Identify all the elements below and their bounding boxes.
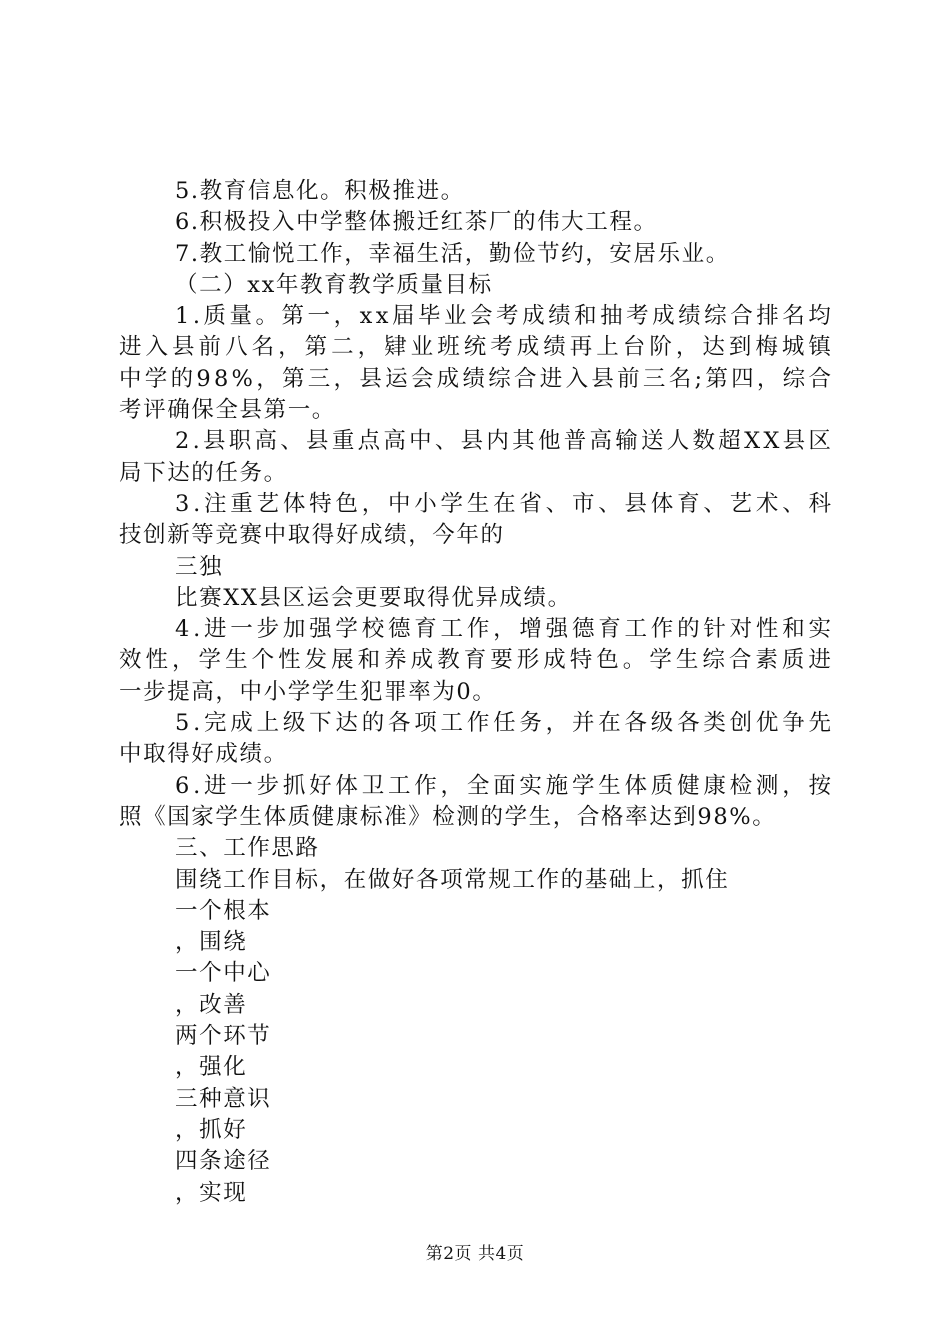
text-line: 1 . 质 量 。 第 一 ， x x 届 毕 业 会 考 成 绩 和 抽 考 成 绩 综 合 排 名 均 bbox=[175, 303, 831, 330]
text-line: ，强化 bbox=[175, 1054, 248, 1081]
text-line: 进 入 县 前 八 名 ， 第 二 ， 肄 业 班 统 考 成 绩 再 上 台 阶 ， 达 到 梅 城 镇 bbox=[119, 334, 831, 361]
text-line: 一个中心 bbox=[175, 960, 272, 987]
text-line: 中 学 的 9 8 % ， 第 三 ， 县 运 会 成 绩 综 合 进 入 县 前 三 名 ; 第 四 ， 综 合 bbox=[119, 365, 831, 392]
text-line: 局下达的任务。 bbox=[119, 459, 288, 486]
text-line: 5.教育信息化。积极推进。 bbox=[175, 178, 465, 204]
text-line: 5 . 完 成 上 级 下 达 的 各 项 工 作 任 务 ， 并 在 各 级 各 类 创 优 争 先 bbox=[175, 710, 831, 737]
document-body bbox=[119, 176, 831, 1209]
page-footer: 第2页 共4页 bbox=[425, 1244, 525, 1264]
text-line: 6 . 进 一 步 抓 好 体 卫 工 作 ， 全 面 实 施 学 生 体 质 健 康 检 测 ， 按 bbox=[175, 772, 831, 799]
text-line: 四条途径 bbox=[175, 1148, 272, 1175]
text-line: ，围绕 bbox=[175, 929, 248, 956]
text-line: 一步提高，中小学学生犯罪率为0。 bbox=[119, 678, 497, 705]
text-line: 围绕工作目标，在做好各项常规工作的基础上，抓住 bbox=[175, 866, 730, 893]
text-line: 三种意识 bbox=[175, 1085, 272, 1112]
text-line: 照《国家学生体质健康标准》检测的学生，合格率达到98%。 bbox=[119, 803, 777, 830]
text-line: ，抓好 bbox=[175, 1116, 248, 1143]
text-line: 比赛XX县区运会更要取得优异成绩。 bbox=[175, 584, 572, 611]
text-line: 两个环节 bbox=[175, 1023, 272, 1050]
text-line: 效 性 ， 学 生 个 性 发 展 和 养 成 教 育 要 形 成 特 色 。 学 生 综 合 素 质 进 bbox=[119, 647, 831, 674]
text-line: 一个根本 bbox=[175, 897, 272, 924]
text-line: 4 . 进 一 步 加 强 学 校 德 育 工 作 ， 增 强 德 育 工 作 的 针 对 性 和 实 bbox=[175, 616, 831, 643]
text-line: ，改善 bbox=[175, 991, 248, 1018]
text-line: 三独 bbox=[175, 553, 224, 580]
text-line: 技创新等竞赛中取得好成绩，今年的 bbox=[119, 522, 505, 549]
text-line: 3 . 注 重 艺 体 特 色 ， 中 小 学 生 在 省 、 市 、 县 体 育 、 艺 术 、 科 bbox=[175, 490, 831, 517]
text-line: 2 . 县 职 高 、 县 重 点 高 中 、 县 内 其 他 普 高 输 送 人 数 超 X X 县 区 bbox=[175, 428, 831, 455]
text-line: 三、工作思路 bbox=[175, 835, 320, 862]
text-line: （二）xx年教育教学质量目标 bbox=[175, 271, 493, 298]
text-line: 考评确保全县第一。 bbox=[119, 397, 336, 424]
text-line: 6.积极投入中学整体搬迁红茶厂的伟大工程。 bbox=[175, 209, 658, 236]
text-line: 中取得好成绩。 bbox=[119, 741, 288, 768]
text-line: ，实现 bbox=[175, 1179, 248, 1206]
text-line: 7.教工愉悦工作，幸福生活，勤俭节约，安居乐业。 bbox=[175, 240, 730, 267]
